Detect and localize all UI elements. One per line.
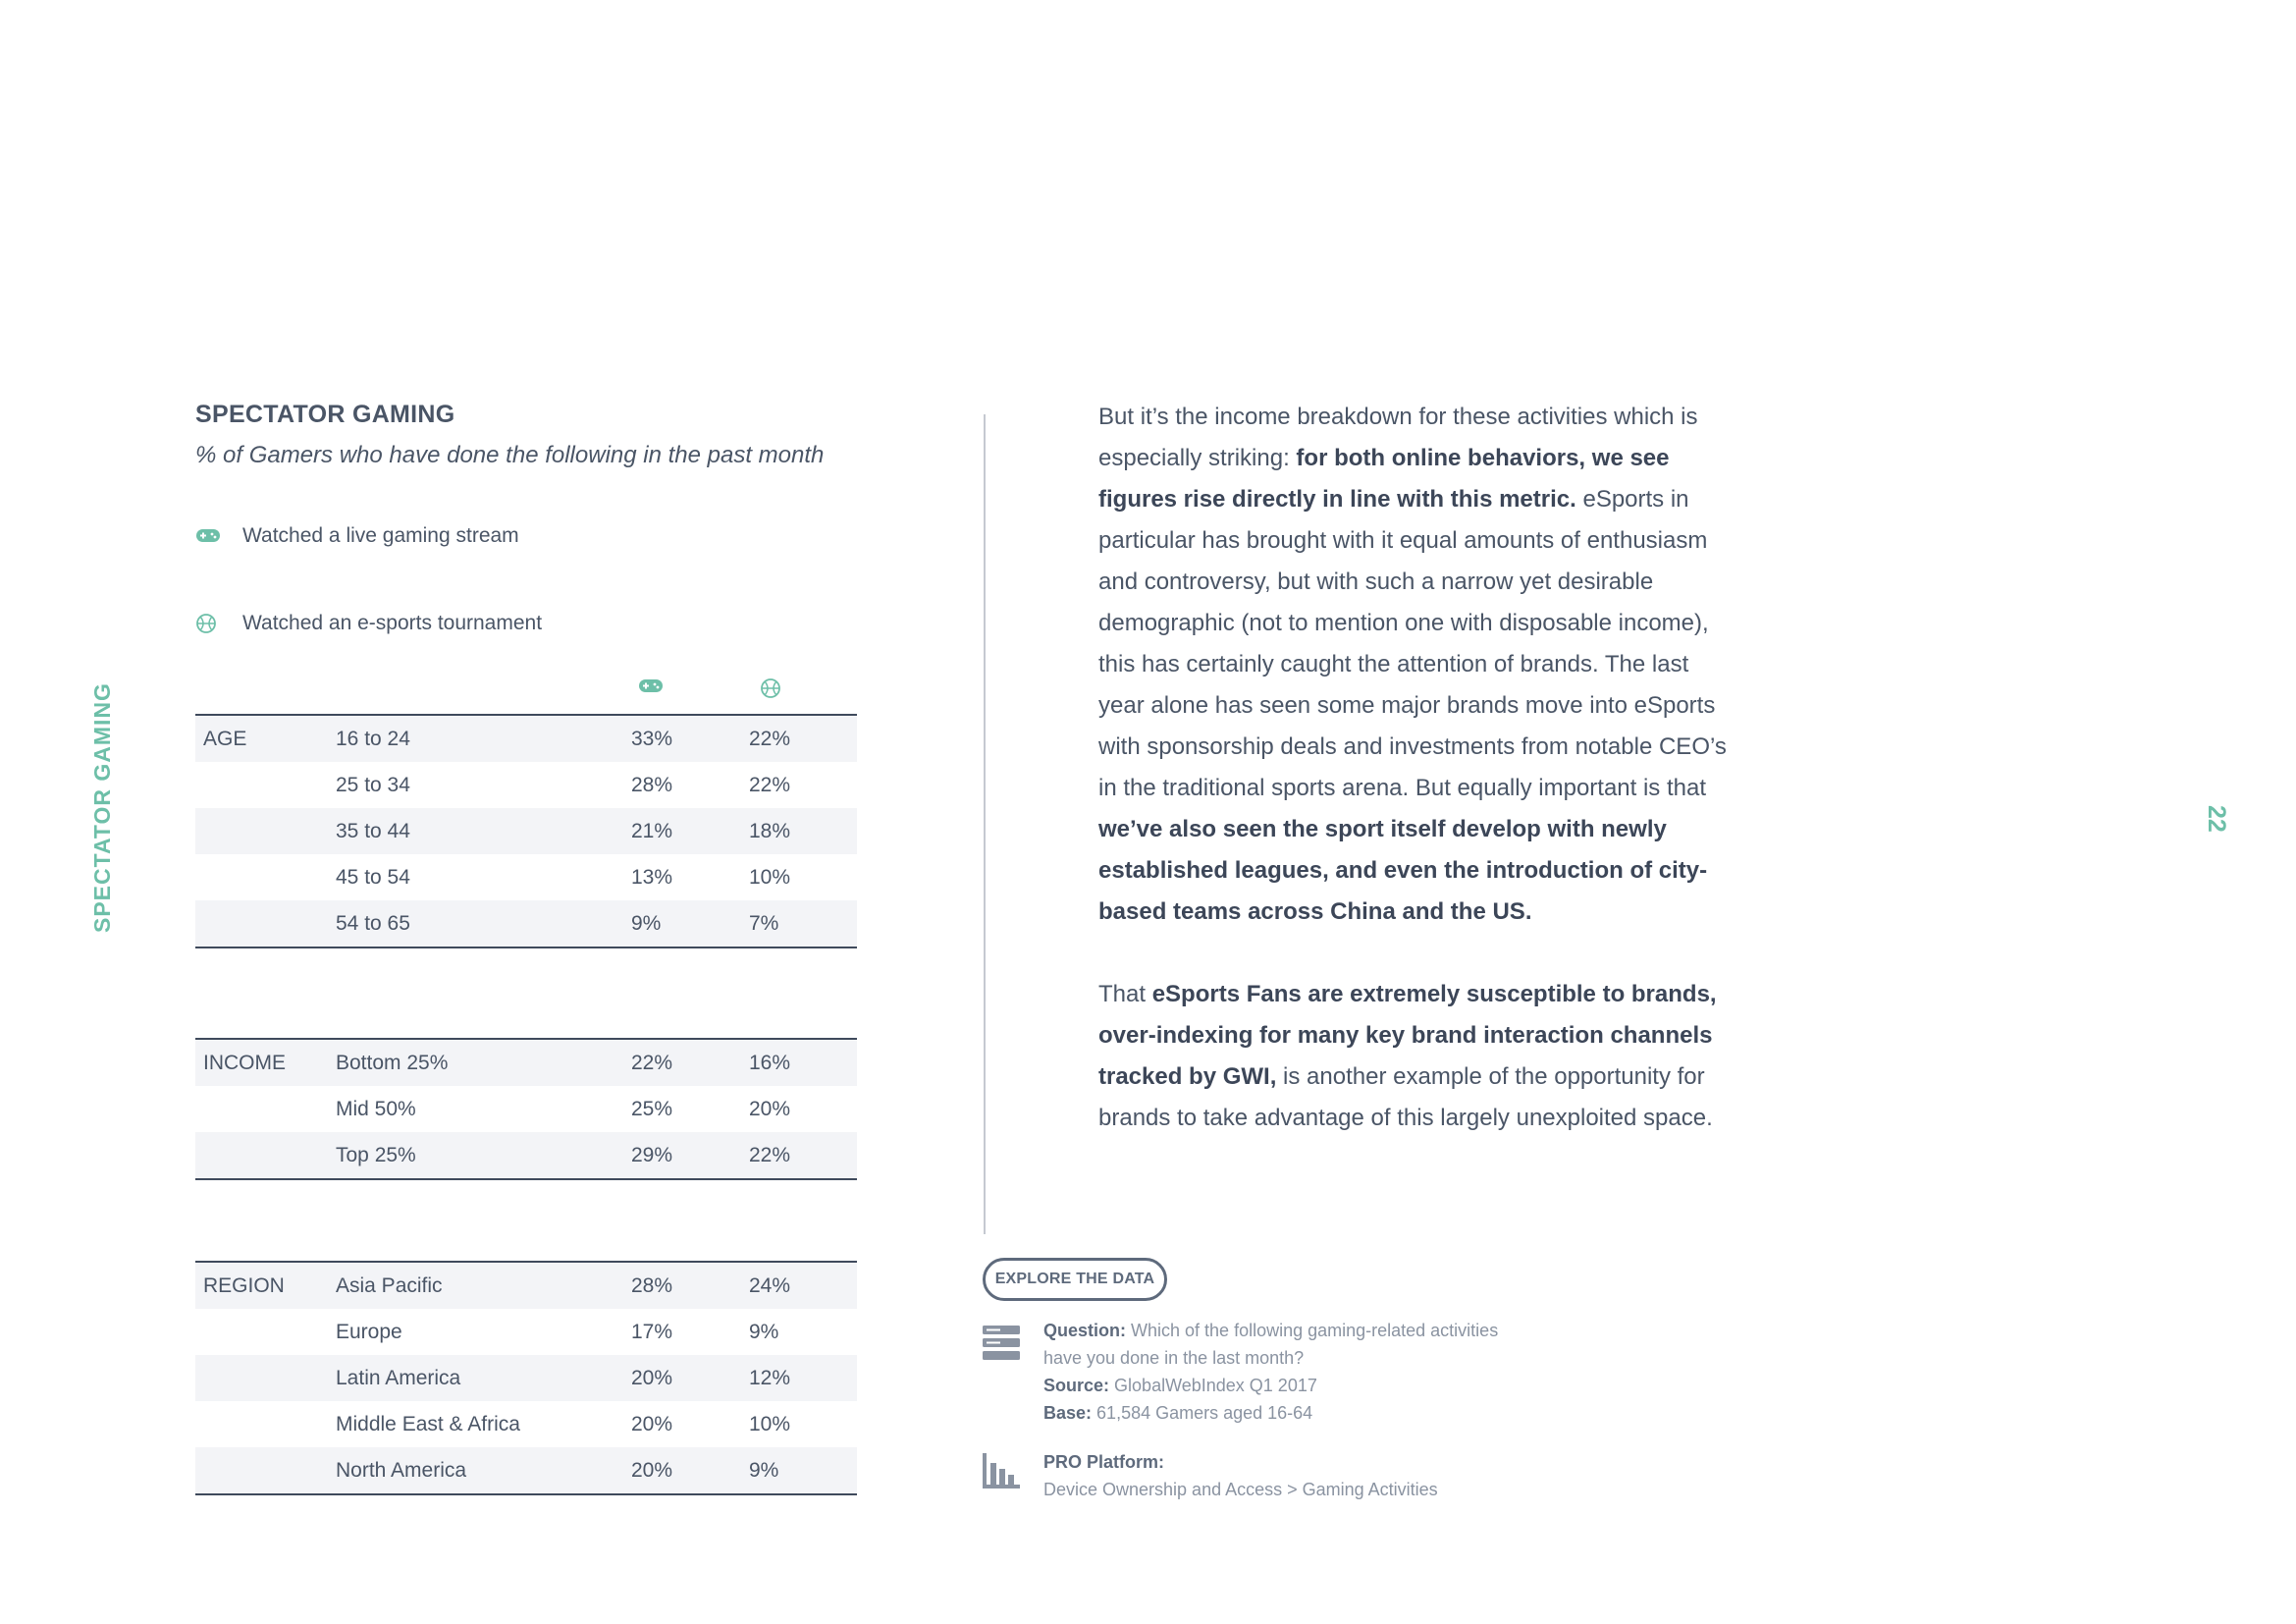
question-line [1043,1317,1515,1372]
esports-value: 10% [749,1401,857,1447]
row-label: 25 to 34 [336,762,631,808]
live-stream-value: 20% [631,1447,749,1494]
row-label: Asia Pacific [336,1262,631,1309]
row-group-label [195,854,336,900]
body-run: But it’s the income breakdown for these activities which is especially striking: [1098,404,1698,471]
gamepad-icon [195,523,221,549]
esports-ball-icon [195,611,221,636]
table-row [195,1355,857,1401]
esports-value: 24% [749,1262,857,1309]
platform-label: PRO Platform: [1043,1452,1165,1472]
esports-value: 9% [749,1447,857,1494]
live-stream-value: 33% [631,715,749,762]
row-group-label: REGION [195,1262,336,1309]
esports-value: 22% [749,762,857,808]
table-row [195,1309,857,1355]
body-paragraph-1 [1098,397,1727,933]
region-table [195,1261,857,1495]
row-label: Top 25% [336,1132,631,1179]
row-label: North America [336,1447,631,1494]
table-row [195,1039,857,1086]
source-line [1043,1372,1515,1399]
esports-value: 20% [749,1086,857,1132]
vertical-divider [984,414,986,1234]
row-label: Latin America [336,1355,631,1401]
table-row [195,1086,857,1132]
row-label: Europe [336,1309,631,1355]
row-label: Bottom 25% [336,1039,631,1086]
chart-title: SPECTATOR GAMING [195,401,455,428]
esports-value: 22% [749,1132,857,1179]
row-group-label [195,1401,336,1447]
table-row [195,854,857,900]
bar-chart-icon [983,1453,1020,1493]
row-label: 16 to 24 [336,715,631,762]
esports-value: 18% [749,808,857,854]
row-group-label [195,900,336,947]
live-stream-value: 25% [631,1086,749,1132]
esports-value: 9% [749,1309,857,1355]
esports-value: 12% [749,1355,857,1401]
live-stream-value: 22% [631,1039,749,1086]
table-row [195,715,857,762]
page-number: 22 [2203,805,2230,833]
row-label: Middle East & Africa [336,1401,631,1447]
esports-value: 7% [749,900,857,947]
esports-value: 22% [749,715,857,762]
question-text: Which of the following gaming-related activities have you done in the last month? [1043,1321,1499,1368]
base-label: Base: [1043,1403,1093,1423]
live-stream-value: 13% [631,854,749,900]
survey-meta [1043,1317,1515,1427]
chart-subtitle: % of Gamers who have done the following in the past month [195,442,825,468]
row-group-label [195,1132,336,1179]
base-line [1043,1399,1515,1427]
database-icon [983,1326,1020,1366]
live-stream-value: 9% [631,900,749,947]
row-label: 45 to 54 [336,854,631,900]
table-row [195,1401,857,1447]
live-stream-value: 17% [631,1309,749,1355]
row-group-label: AGE [195,715,336,762]
legend-item-live-stream [195,521,519,551]
body-run: is another example of the opportunity for brands to take advantage of this largely unexploited space. [1098,1063,1713,1131]
body-text [1098,397,1727,1180]
row-group-label [195,1447,336,1494]
body-paragraph-2 [1098,974,1727,1139]
age-table [195,714,857,948]
row-group-label [195,1309,336,1355]
explore-the-data-button[interactable]: EXPLORE THE DATA [983,1258,1167,1301]
esports-ball-icon [760,677,785,703]
row-group-label [195,1086,336,1132]
legend-label: Watched an e-sports tournament [242,612,543,634]
table-row [195,1132,857,1179]
table-row [195,1262,857,1309]
side-section-label: SPECTATOR GAMING [89,682,115,933]
body-run: eSports in particular has brought with it equal amounts of enthusiasm and controversy, but with such a narrow yet desirable demographic (not to mention one with disposable income), this has certainly caught the attention of brands. The last year alone has seen some major brands move into eSports with sponsorship deals and investments from notable CEO’s in the traditional sports arena. But equally important is that [1098,486,1727,801]
table-row [195,808,857,854]
live-stream-value: 28% [631,1262,749,1309]
row-label: 35 to 44 [336,808,631,854]
emphasis-text: eSports Fans are extremely susceptible to brands, over-indexing for many key brand interaction channels tracked by GWI, [1098,981,1717,1090]
live-stream-value: 29% [631,1132,749,1179]
row-group-label [195,762,336,808]
source-label: Source: [1043,1376,1110,1395]
esports-value: 10% [749,854,857,900]
table-row [195,1447,857,1494]
body-run: That [1098,981,1152,1007]
legend-item-esports [195,609,542,638]
table-row [195,762,857,808]
base-text: 61,584 Gamers aged 16-64 [1096,1403,1313,1423]
legend-label: Watched a live gaming stream [242,524,519,547]
live-stream-value: 28% [631,762,749,808]
source-text: GlobalWebIndex Q1 2017 [1114,1376,1317,1395]
esports-value: 16% [749,1039,857,1086]
income-table [195,1038,857,1180]
emphasis-text: we’ve also seen the sport itself develop with newly established leagues, and even the introduction of city-based teams across China and the US. [1098,816,1708,925]
gamepad-icon [638,677,664,703]
row-group-label [195,808,336,854]
row-label: Mid 50% [336,1086,631,1132]
row-group-label [195,1355,336,1401]
live-stream-value: 20% [631,1401,749,1447]
row-label: 54 to 65 [336,900,631,947]
platform-meta [1043,1448,1515,1503]
platform-path[interactable]: Device Ownership and Access > Gaming Activities [1043,1480,1438,1499]
emphasis-text: for both online behaviors, we see figures rise directly in line with this metric. [1098,445,1670,513]
live-stream-value: 20% [631,1355,749,1401]
table-row [195,900,857,947]
row-group-label: INCOME [195,1039,336,1086]
live-stream-value: 21% [631,808,749,854]
question-label: Question: [1043,1321,1126,1340]
